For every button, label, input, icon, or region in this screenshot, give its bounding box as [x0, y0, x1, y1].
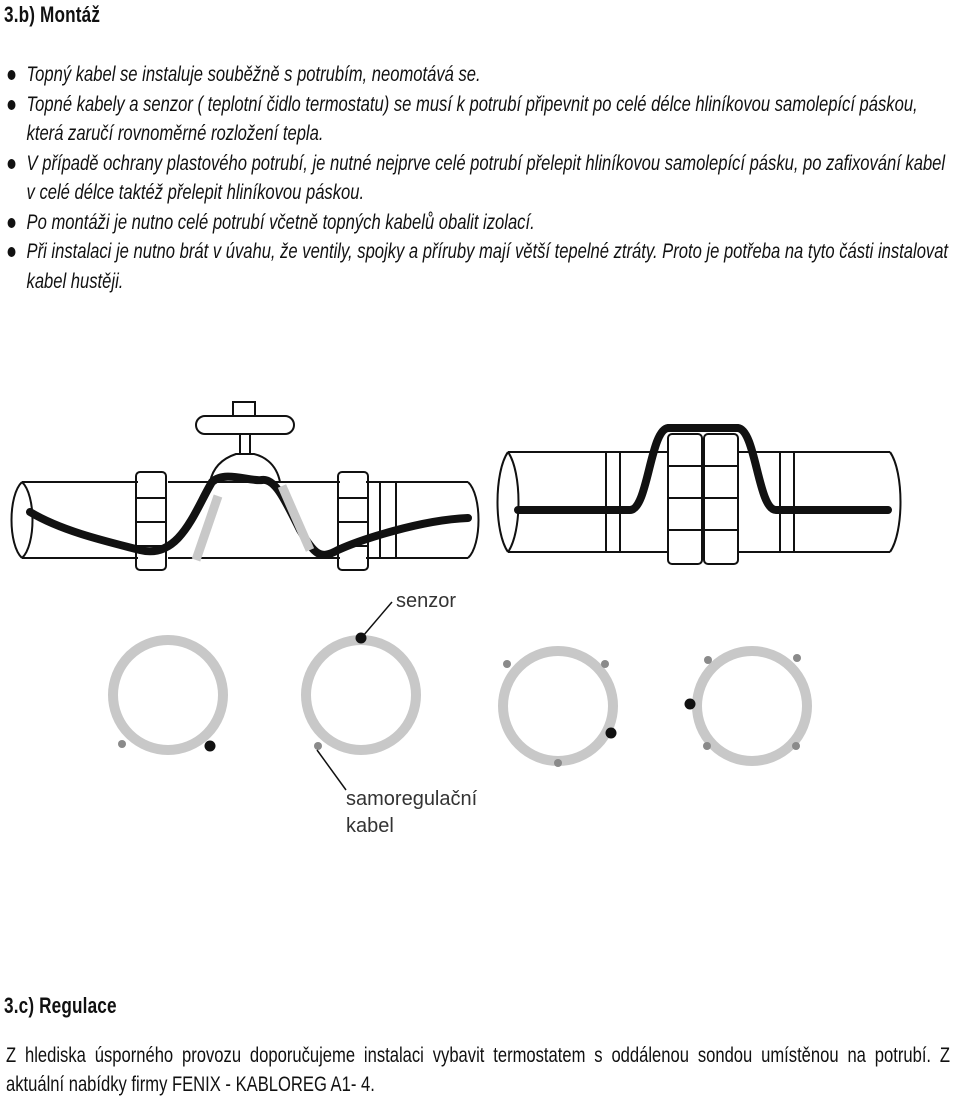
bullet-icon [8, 159, 16, 169]
heating-cable-path [30, 477, 468, 555]
cable-dot-icon [792, 742, 800, 750]
cable-label-line1: samoregulační [346, 788, 478, 810]
pipe-cross-section-4 [685, 651, 808, 761]
bullet-icon [8, 247, 16, 257]
pipe-with-valve-illustration [12, 402, 479, 570]
bullet-item [6, 208, 954, 238]
cable-label-line2: kabel [346, 815, 394, 837]
bullet-text: Topný kabel se instaluje souběžně s potrubím, neomotává se. [26, 63, 481, 86]
bullet-item [6, 149, 954, 208]
bullet-item [6, 237, 954, 296]
cable-dot-icon [118, 740, 126, 748]
bullet-text: V případě ochrany plastového potrubí, je nutné nejprve celé potrubí přelepit hliníkovou samolepící pásku, po zafixování kabel v celé délce taktéž přelepit hliníkovou páskou. [26, 151, 946, 204]
cable-dot-icon [554, 759, 562, 767]
aluminium-tape-stripe [282, 486, 310, 550]
bullet-text: Po montáži je nutno celé potrubí včetně topných kabelů obalit izolací. [26, 210, 535, 234]
bullet-item [6, 90, 954, 149]
pipe-cross-section-1 [113, 640, 223, 752]
sensor-label: senzor [396, 590, 457, 612]
installation-figure [0, 400, 960, 850]
bullet-text: Při instalaci je nutno brát v úvahu, že ventily, spojky a příruby mají větší tepelné ztráty. Proto je potřeba na tyto části instalovat kabel hustěji. [26, 240, 949, 293]
sensor-dot-icon [606, 728, 617, 739]
cable-dot-icon [793, 654, 801, 662]
section-title-montaz: 3.b) Montáž [4, 2, 101, 27]
sensor-dot-icon [205, 741, 216, 752]
cable-dot-icon [704, 656, 712, 664]
cable-dot-icon [314, 742, 322, 750]
installation-bullet-list [6, 60, 954, 296]
bullet-icon [8, 218, 16, 228]
sensor-dot-icon [685, 699, 696, 710]
cable-dot-icon [503, 660, 511, 668]
cable-dot-icon [703, 742, 711, 750]
pipe-cross-section-2 [306, 633, 416, 751]
bullet-icon [8, 70, 16, 80]
pipe-cross-section-3 [503, 651, 617, 767]
bullet-text: Topné kabely a senzor ( teplotní čidlo termostatu) se musí k potrubí připevnit po celé délce hliníkovou samolepící páskou, která zaručí rovnoměrné rozložení tepla. [26, 92, 918, 145]
section-title-regulace: 3.c) Regulace [4, 993, 117, 1018]
bullet-icon [8, 100, 16, 110]
bullet-item [6, 60, 954, 90]
sensor-dot-icon [356, 633, 367, 644]
pipe-with-coupling-illustration [498, 434, 901, 564]
regulace-paragraph: Z hlediska úsporného provozu doporučujeme instalaci vybavit termostatem s oddálenou sondou umístěnou na potrubí. Z aktuální nabídky firmy FENIX - KABLOREG A1- 4. [6, 1044, 951, 1096]
cable-dot-icon [601, 660, 609, 668]
